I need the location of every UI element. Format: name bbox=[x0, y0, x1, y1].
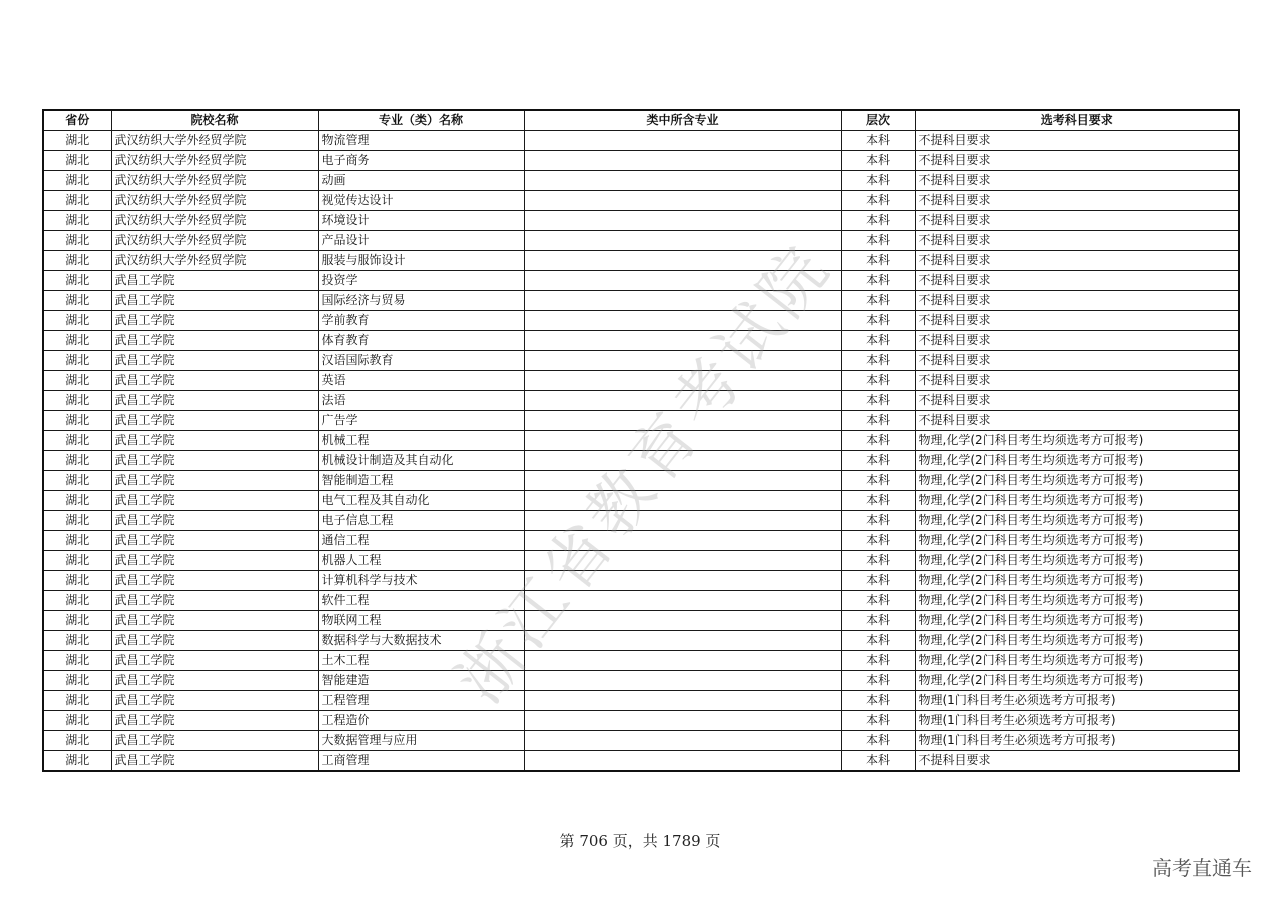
cell-province: 湖北 bbox=[43, 371, 111, 391]
cell-province: 湖北 bbox=[43, 591, 111, 611]
cell-school-name: 武昌工学院 bbox=[111, 411, 318, 431]
cell-school-name: 武昌工学院 bbox=[111, 591, 318, 611]
cell-school-name: 武昌工学院 bbox=[111, 731, 318, 751]
table-row bbox=[43, 691, 1239, 711]
cell-subject-requirement: 物理,化学(2门科目考生均须选考方可报考) bbox=[915, 511, 1239, 531]
cell-province: 湖北 bbox=[43, 351, 111, 371]
cell-level: 本科 bbox=[841, 211, 915, 231]
cell-school-name: 武昌工学院 bbox=[111, 331, 318, 351]
cell-province: 湖北 bbox=[43, 311, 111, 331]
watermark-text: 浙江省教育考试院 bbox=[443, 230, 847, 718]
cell-major-name: 物流管理 bbox=[318, 131, 524, 151]
cell-level: 本科 bbox=[841, 591, 915, 611]
table-row bbox=[43, 651, 1239, 671]
cell-school-name: 武昌工学院 bbox=[111, 371, 318, 391]
cell-province: 湖北 bbox=[43, 711, 111, 731]
cell-major-name: 智能制造工程 bbox=[318, 471, 524, 491]
cell-subject-requirement: 不提科目要求 bbox=[915, 371, 1239, 391]
cell-included-majors bbox=[524, 731, 841, 751]
header-subject-requirement: 选考科目要求 bbox=[915, 110, 1239, 131]
header-level: 层次 bbox=[841, 110, 915, 131]
cell-level: 本科 bbox=[841, 391, 915, 411]
cell-province: 湖北 bbox=[43, 511, 111, 531]
cell-major-name: 数据科学与大数据技术 bbox=[318, 631, 524, 651]
cell-included-majors bbox=[524, 231, 841, 251]
cell-level: 本科 bbox=[841, 531, 915, 551]
cell-province: 湖北 bbox=[43, 211, 111, 231]
table-row bbox=[43, 131, 1239, 151]
cell-province: 湖北 bbox=[43, 691, 111, 711]
cell-level: 本科 bbox=[841, 691, 915, 711]
cell-province: 湖北 bbox=[43, 331, 111, 351]
cell-included-majors bbox=[524, 191, 841, 211]
cell-major-name: 动画 bbox=[318, 171, 524, 191]
cell-subject-requirement: 物理,化学(2门科目考生均须选考方可报考) bbox=[915, 431, 1239, 451]
table-row bbox=[43, 531, 1239, 551]
cell-level: 本科 bbox=[841, 191, 915, 211]
cell-included-majors bbox=[524, 691, 841, 711]
cell-province: 湖北 bbox=[43, 391, 111, 411]
cell-province: 湖北 bbox=[43, 751, 111, 772]
cell-province: 湖北 bbox=[43, 471, 111, 491]
cell-subject-requirement: 物理,化学(2门科目考生均须选考方可报考) bbox=[915, 611, 1239, 631]
cell-major-name: 通信工程 bbox=[318, 531, 524, 551]
table-row bbox=[43, 191, 1239, 211]
cell-included-majors bbox=[524, 271, 841, 291]
cell-included-majors bbox=[524, 451, 841, 471]
table-row bbox=[43, 631, 1239, 651]
table-row bbox=[43, 231, 1239, 251]
cell-province: 湖北 bbox=[43, 571, 111, 591]
cell-level: 本科 bbox=[841, 451, 915, 471]
cell-school-name: 武汉纺织大学外经贸学院 bbox=[111, 231, 318, 251]
cell-subject-requirement: 物理,化学(2门科目考生均须选考方可报考) bbox=[915, 571, 1239, 591]
cell-subject-requirement: 不提科目要求 bbox=[915, 291, 1239, 311]
cell-school-name: 武昌工学院 bbox=[111, 271, 318, 291]
cell-school-name: 武昌工学院 bbox=[111, 491, 318, 511]
cell-major-name: 环境设计 bbox=[318, 211, 524, 231]
table-row bbox=[43, 491, 1239, 511]
cell-subject-requirement: 物理,化学(2门科目考生均须选考方可报考) bbox=[915, 451, 1239, 471]
header-province: 省份 bbox=[43, 110, 111, 131]
cell-level: 本科 bbox=[841, 491, 915, 511]
cell-level: 本科 bbox=[841, 511, 915, 531]
table-row bbox=[43, 271, 1239, 291]
cell-level: 本科 bbox=[841, 431, 915, 451]
cell-level: 本科 bbox=[841, 311, 915, 331]
cell-major-name: 学前教育 bbox=[318, 311, 524, 331]
cell-major-name: 机械工程 bbox=[318, 431, 524, 451]
cell-included-majors bbox=[524, 411, 841, 431]
table-row bbox=[43, 511, 1239, 531]
cell-included-majors bbox=[524, 711, 841, 731]
cell-province: 湖北 bbox=[43, 731, 111, 751]
cell-included-majors bbox=[524, 151, 841, 171]
cell-province: 湖北 bbox=[43, 231, 111, 251]
cell-level: 本科 bbox=[841, 731, 915, 751]
cell-province: 湖北 bbox=[43, 191, 111, 211]
table-row bbox=[43, 411, 1239, 431]
table-row bbox=[43, 371, 1239, 391]
cell-major-name: 电子商务 bbox=[318, 151, 524, 171]
cell-subject-requirement: 物理(1门科目考生必须选考方可报考) bbox=[915, 711, 1239, 731]
cell-province: 湖北 bbox=[43, 171, 111, 191]
cell-subject-requirement: 不提科目要求 bbox=[915, 331, 1239, 351]
table-row bbox=[43, 751, 1239, 772]
cell-major-name: 电气工程及其自动化 bbox=[318, 491, 524, 511]
table-row bbox=[43, 291, 1239, 311]
cell-subject-requirement: 不提科目要求 bbox=[915, 411, 1239, 431]
table-header-row bbox=[43, 110, 1239, 131]
table-row bbox=[43, 571, 1239, 591]
cell-subject-requirement: 物理,化学(2门科目考生均须选考方可报考) bbox=[915, 651, 1239, 671]
cell-major-name: 机器人工程 bbox=[318, 551, 524, 571]
cell-major-name: 视觉传达设计 bbox=[318, 191, 524, 211]
cell-subject-requirement: 不提科目要求 bbox=[915, 131, 1239, 151]
cell-school-name: 武汉纺织大学外经贸学院 bbox=[111, 211, 318, 231]
cell-included-majors bbox=[524, 331, 841, 351]
cell-school-name: 武汉纺织大学外经贸学院 bbox=[111, 191, 318, 211]
cell-level: 本科 bbox=[841, 231, 915, 251]
cell-major-name: 汉语国际教育 bbox=[318, 351, 524, 371]
cell-school-name: 武汉纺织大学外经贸学院 bbox=[111, 131, 318, 151]
cell-major-name: 投资学 bbox=[318, 271, 524, 291]
cell-included-majors bbox=[524, 671, 841, 691]
table-row bbox=[43, 351, 1239, 371]
cell-level: 本科 bbox=[841, 171, 915, 191]
cell-province: 湖北 bbox=[43, 651, 111, 671]
cell-level: 本科 bbox=[841, 751, 915, 772]
cell-school-name: 武昌工学院 bbox=[111, 291, 318, 311]
cell-included-majors bbox=[524, 651, 841, 671]
cell-major-name: 体育教育 bbox=[318, 331, 524, 351]
cell-subject-requirement: 物理,化学(2门科目考生均须选考方可报考) bbox=[915, 551, 1239, 571]
cell-included-majors bbox=[524, 471, 841, 491]
table-row bbox=[43, 151, 1239, 171]
table-row bbox=[43, 331, 1239, 351]
cell-subject-requirement: 不提科目要求 bbox=[915, 391, 1239, 411]
cell-major-name: 产品设计 bbox=[318, 231, 524, 251]
cell-school-name: 武汉纺织大学外经贸学院 bbox=[111, 251, 318, 271]
cell-province: 湖北 bbox=[43, 551, 111, 571]
cell-level: 本科 bbox=[841, 471, 915, 491]
cell-subject-requirement: 物理,化学(2门科目考生均须选考方可报考) bbox=[915, 671, 1239, 691]
table-row bbox=[43, 611, 1239, 631]
cell-subject-requirement: 不提科目要求 bbox=[915, 351, 1239, 371]
cell-province: 湖北 bbox=[43, 131, 111, 151]
cell-level: 本科 bbox=[841, 331, 915, 351]
cell-province: 湖北 bbox=[43, 151, 111, 171]
cell-subject-requirement: 物理,化学(2门科目考生均须选考方可报考) bbox=[915, 591, 1239, 611]
cell-school-name: 武昌工学院 bbox=[111, 451, 318, 471]
table-row bbox=[43, 171, 1239, 191]
cell-included-majors bbox=[524, 311, 841, 331]
cell-subject-requirement: 不提科目要求 bbox=[915, 151, 1239, 171]
cell-province: 湖北 bbox=[43, 271, 111, 291]
cell-included-majors bbox=[524, 171, 841, 191]
cell-included-majors bbox=[524, 291, 841, 311]
cell-subject-requirement: 不提科目要求 bbox=[915, 251, 1239, 271]
cell-level: 本科 bbox=[841, 291, 915, 311]
cell-subject-requirement: 不提科目要求 bbox=[915, 231, 1239, 251]
cell-major-name: 智能建造 bbox=[318, 671, 524, 691]
cell-included-majors bbox=[524, 251, 841, 271]
cell-subject-requirement: 物理(1门科目考生必须选考方可报考) bbox=[915, 691, 1239, 711]
table-row bbox=[43, 671, 1239, 691]
cell-subject-requirement: 不提科目要求 bbox=[915, 211, 1239, 231]
cell-province: 湖北 bbox=[43, 671, 111, 691]
cell-level: 本科 bbox=[841, 671, 915, 691]
cell-school-name: 武昌工学院 bbox=[111, 311, 318, 331]
header-included-majors: 类中所含专业 bbox=[524, 110, 841, 131]
cell-included-majors bbox=[524, 351, 841, 371]
cell-level: 本科 bbox=[841, 131, 915, 151]
cell-included-majors bbox=[524, 211, 841, 231]
cell-subject-requirement: 物理(1门科目考生必须选考方可报考) bbox=[915, 731, 1239, 751]
cell-province: 湖北 bbox=[43, 491, 111, 511]
cell-subject-requirement: 不提科目要求 bbox=[915, 171, 1239, 191]
cell-school-name: 武昌工学院 bbox=[111, 551, 318, 571]
cell-included-majors bbox=[524, 491, 841, 511]
admission-requirements-table bbox=[42, 109, 1240, 772]
cell-level: 本科 bbox=[841, 631, 915, 651]
cell-province: 湖北 bbox=[43, 531, 111, 551]
cell-level: 本科 bbox=[841, 151, 915, 171]
cell-province: 湖北 bbox=[43, 611, 111, 631]
cell-major-name: 机械设计制造及其自动化 bbox=[318, 451, 524, 471]
cell-major-name: 广告学 bbox=[318, 411, 524, 431]
cell-included-majors bbox=[524, 611, 841, 631]
cell-included-majors bbox=[524, 131, 841, 151]
table-row bbox=[43, 211, 1239, 231]
cell-school-name: 武昌工学院 bbox=[111, 631, 318, 651]
cell-school-name: 武昌工学院 bbox=[111, 571, 318, 591]
cell-included-majors bbox=[524, 751, 841, 772]
cell-school-name: 武昌工学院 bbox=[111, 751, 318, 772]
header-major-name: 专业（类）名称 bbox=[318, 110, 524, 131]
cell-major-name: 土木工程 bbox=[318, 651, 524, 671]
header-school-name: 院校名称 bbox=[111, 110, 318, 131]
cell-level: 本科 bbox=[841, 411, 915, 431]
table-row bbox=[43, 551, 1239, 571]
cell-subject-requirement: 不提科目要求 bbox=[915, 311, 1239, 331]
table-row bbox=[43, 391, 1239, 411]
cell-subject-requirement: 不提科目要求 bbox=[915, 751, 1239, 772]
cell-school-name: 武昌工学院 bbox=[111, 431, 318, 451]
cell-level: 本科 bbox=[841, 711, 915, 731]
table-row bbox=[43, 451, 1239, 471]
cell-school-name: 武昌工学院 bbox=[111, 531, 318, 551]
cell-subject-requirement: 不提科目要求 bbox=[915, 271, 1239, 291]
cell-level: 本科 bbox=[841, 271, 915, 291]
cell-school-name: 武昌工学院 bbox=[111, 471, 318, 491]
cell-included-majors bbox=[524, 591, 841, 611]
cell-major-name: 法语 bbox=[318, 391, 524, 411]
cell-major-name: 英语 bbox=[318, 371, 524, 391]
cell-subject-requirement: 不提科目要求 bbox=[915, 191, 1239, 211]
cell-major-name: 物联网工程 bbox=[318, 611, 524, 631]
brand-logo-text: 高考直通车 bbox=[1152, 856, 1252, 880]
cell-school-name: 武昌工学院 bbox=[111, 511, 318, 531]
table-row bbox=[43, 591, 1239, 611]
cell-major-name: 工程造价 bbox=[318, 711, 524, 731]
cell-major-name: 国际经济与贸易 bbox=[318, 291, 524, 311]
cell-included-majors bbox=[524, 551, 841, 571]
table-row bbox=[43, 431, 1239, 451]
cell-subject-requirement: 物理,化学(2门科目考生均须选考方可报考) bbox=[915, 531, 1239, 551]
cell-province: 湖北 bbox=[43, 251, 111, 271]
cell-level: 本科 bbox=[841, 351, 915, 371]
cell-province: 湖北 bbox=[43, 411, 111, 431]
cell-included-majors bbox=[524, 631, 841, 651]
cell-major-name: 软件工程 bbox=[318, 591, 524, 611]
cell-school-name: 武昌工学院 bbox=[111, 711, 318, 731]
cell-level: 本科 bbox=[841, 651, 915, 671]
cell-major-name: 计算机科学与技术 bbox=[318, 571, 524, 591]
cell-school-name: 武昌工学院 bbox=[111, 671, 318, 691]
table-row bbox=[43, 711, 1239, 731]
cell-subject-requirement: 物理,化学(2门科目考生均须选考方可报考) bbox=[915, 631, 1239, 651]
cell-school-name: 武汉纺织大学外经贸学院 bbox=[111, 151, 318, 171]
cell-province: 湖北 bbox=[43, 291, 111, 311]
cell-level: 本科 bbox=[841, 251, 915, 271]
cell-level: 本科 bbox=[841, 551, 915, 571]
cell-major-name: 工商管理 bbox=[318, 751, 524, 772]
cell-major-name: 大数据管理与应用 bbox=[318, 731, 524, 751]
cell-province: 湖北 bbox=[43, 451, 111, 471]
cell-school-name: 武汉纺织大学外经贸学院 bbox=[111, 171, 318, 191]
table-row bbox=[43, 251, 1239, 271]
cell-included-majors bbox=[524, 371, 841, 391]
table-row bbox=[43, 731, 1239, 751]
table-row bbox=[43, 311, 1239, 331]
cell-major-name: 工程管理 bbox=[318, 691, 524, 711]
cell-school-name: 武昌工学院 bbox=[111, 691, 318, 711]
cell-school-name: 武昌工学院 bbox=[111, 651, 318, 671]
cell-level: 本科 bbox=[841, 611, 915, 631]
page-number: 第 706 页，共 1789 页 bbox=[559, 832, 721, 850]
table-body bbox=[43, 131, 1239, 772]
cell-included-majors bbox=[524, 571, 841, 591]
cell-school-name: 武昌工学院 bbox=[111, 351, 318, 371]
cell-included-majors bbox=[524, 431, 841, 451]
cell-province: 湖北 bbox=[43, 431, 111, 451]
cell-included-majors bbox=[524, 391, 841, 411]
cell-school-name: 武昌工学院 bbox=[111, 611, 318, 631]
cell-major-name: 服装与服饰设计 bbox=[318, 251, 524, 271]
cell-school-name: 武昌工学院 bbox=[111, 391, 318, 411]
table-row bbox=[43, 471, 1239, 491]
cell-included-majors bbox=[524, 511, 841, 531]
cell-province: 湖北 bbox=[43, 631, 111, 651]
cell-level: 本科 bbox=[841, 371, 915, 391]
cell-subject-requirement: 物理,化学(2门科目考生均须选考方可报考) bbox=[915, 491, 1239, 511]
cell-included-majors bbox=[524, 531, 841, 551]
cell-subject-requirement: 物理,化学(2门科目考生均须选考方可报考) bbox=[915, 471, 1239, 491]
cell-level: 本科 bbox=[841, 571, 915, 591]
cell-major-name: 电子信息工程 bbox=[318, 511, 524, 531]
